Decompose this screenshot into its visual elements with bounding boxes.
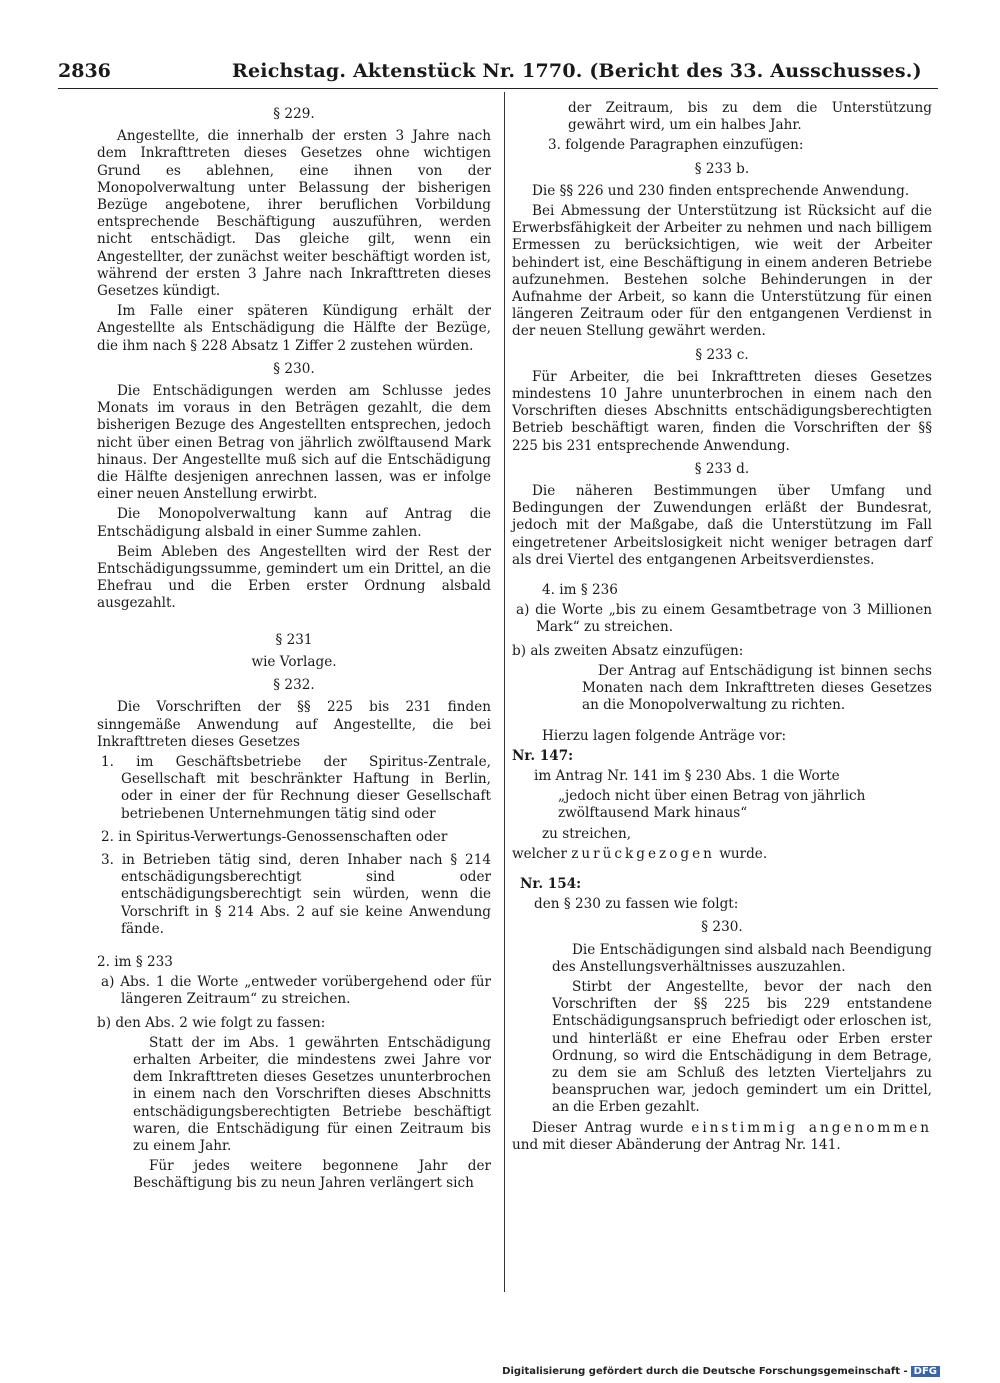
section-heading: § 230.	[701, 919, 743, 936]
column-divider	[504, 92, 505, 1292]
paragraph: Bei Abmessung der Unterstützung ist Rücksicht auf die Erwerbsfähigkeit der Arbeiter zu nehmen und nach billigem Ermessen zu berücksichtigen, wie weit der Arbeiter behindert ist, eine Beschäftigung in einem anderen Betriebe aufzunehmen. Bestehen solche Behinderungen in der Aufnahme der Arbeit, so kann die Unterstützung für einen längeren Zeitraum oder für den entgangenen Verdienst in der neuen Stellung gewährt werden.	[512, 203, 932, 340]
paragraph: welcher zurückgezogen wurde.	[512, 845, 768, 862]
section-heading: § 233 c.	[695, 346, 749, 363]
list-item: 2. in Spiritus-Verwertungs-Genossenschaften oder	[101, 828, 448, 845]
amendment-subitem: a) Abs. 1 die Worte „entweder vorübergehend oder für längeren Zeitraum“ zu streichen.	[101, 974, 491, 1008]
list-item: 1. im Geschäftsbetriebe der Spiritus-Zentrale, Gesellschaft mit beschränkter Haftung in Berlin, oder in einer der für Rechnung dieser Gesellschaft betriebenen Unternehmungen tätig sind oder	[101, 753, 491, 822]
section-note: wie Vorlage.	[251, 653, 337, 670]
footer-credit	[502, 1366, 940, 1377]
paragraph: Die näheren Bestimmungen über Umfang und Bedingungen der Zuwendungen erläßt der Bundesrat, jedoch mit der Maßgabe, daß die Unterstützung im Fall eingetretener Arbeitslosigkeit nicht weniger betragen darf als drei Viertel des entgangenen Arbeitsverdienstes.	[512, 483, 932, 568]
paragraph: Statt der im Abs. 1 gewährten Entschädigung erhalten Arbeiter, die mindestens zwei Jahre vor dem Inkrafttreten dieses Gesetzes ununterbrochen in einem nach den Vorschriften dieses Abschnitts entschädigungsberechtigten Betriebe beschäftigt waren, die Entschädigung für einen Zeitraum bis zu einem Jahr.	[133, 1034, 491, 1154]
paragraph: den § 230 zu fassen wie folgt:	[534, 896, 739, 913]
paragraph: Stirbt der Angestellte, bevor der nach den Vorschriften der §§ 225 bis 229 entstandene Entschädigungsanspruch befriedigt oder erloschen ist, und hinterläßt er eine Ehefrau oder Erben erster Ordnung, so wird die Entschädigung in dem Betrage, zu dem sie am Schluß des letzten Vierteljahrs zu beanspruchen war, jedoch gemindert um ein Drittel, an die Erben gezahlt.	[552, 978, 932, 1116]
amendment-subitem: b) als zweiten Absatz einzufügen:	[512, 642, 744, 659]
footer-text: Digitalisierung gefördert durch die Deutsche Forschungsgemeinschaft -	[502, 1366, 908, 1377]
paragraph: Die Entschädigungen werden am Schlusse jedes Monats im voraus in den Beträgen gezahlt, die dem bisherigen Bezuge des Angestellten entsprechen, jedoch nicht über einen Betrag von jährlich zwölftausend Mark hinaus. Der Angestellte muß sich auf die Entschädigung die Hälfte desjenigen anrechnen lassen, was er infolge einer neuen Anstellung erwirbt.	[97, 383, 491, 503]
running-header: Reichstag. Aktenstück Nr. 1770. (Bericht des 33. Ausschusses.)	[232, 60, 922, 82]
paragraph: im Antrag Nr. 141 im § 230 Abs. 1 die Worte	[534, 767, 840, 784]
paragraph: Der Antrag auf Entschädigung ist binnen sechs Monaten nach dem Inkrafttreten dieses Gesetzes an die Monopolverwaltung zu richten.	[582, 662, 932, 714]
paragraph: Im Falle einer späteren Kündigung erhält der Angestellte als Entschädigung die Hälfte der Bezüge, die ihm nach § 228 Absatz 1 Ziffer 2 zustehen würden.	[97, 303, 491, 354]
section-heading: § 229.	[273, 106, 315, 122]
list-item: 3. in Betrieben tätig sind, deren Inhaber nach § 214 entschädigungsberechtigt sind oder entschädigungsberechtigt sein würden, wenn die Vorschrift in § 214 Abs. 2 auf sie keine Anwendung fände.	[101, 851, 491, 937]
paragraph: Die Vorschriften der §§ 225 bis 231 finden sinngemäße Anwendung auf Angestellte, die bei Inkrafttreten dieses Gesetzes	[97, 699, 491, 750]
motion-number: Nr. 154:	[520, 875, 582, 892]
paragraph: der Zeitraum, bis zu dem die Unterstützung gewährt wird, um ein halbes Jahr.	[568, 100, 932, 134]
amendment-subitem: a) die Worte „bis zu einem Gesamtbetrage von 3 Millionen Mark“ zu streichen.	[516, 602, 932, 636]
paragraph: Die Entschädigungen sind alsbald nach Beendigung des Anstellungsverhältnisses auszuzahlen.	[552, 941, 932, 975]
paragraph: Angestellte, die innerhalb der ersten 3 Jahre nach dem Inkrafttreten dieses Gesetzes ohne wichtigen Grund es ablehnen, eine ihnen von der Monopolverwaltung unter Belassung der bisherigen Bezüge angebotene, ihrer beruflichen Vorbildung entsprechende Beschäftigung auszuführen, werden nicht entschädigt. Das gleiche gilt, wenn ein Angestellter, der zunächst weiter beschäftigt worden ist, während der ersten 3 Jahre nach Inkrafttreten dieses Gesetzes kündigt.	[97, 128, 491, 300]
paragraph: Die Monopolverwaltung kann auf Antrag die Entschädigung alsbald in einer Summe zahlen.	[97, 506, 491, 540]
quote: „jedoch nicht über einen Betrag von jährlich zwölftausend Mark hinaus“	[558, 788, 866, 822]
page-number: 2836	[58, 60, 111, 82]
paragraph: Für jedes weitere begonnene Jahr der Beschäftigung bis zu neun Jahren verlängert sich	[133, 1158, 491, 1192]
paragraph: Dieser Antrag wurde einstimmig angenommen und mit dieser Abänderung der Antrag Nr. 141.	[512, 1119, 932, 1153]
paragraph: Beim Ableben des Angestellten wird der Rest der Entschädigungssumme, gemindert um ein Drittel, an die Ehefrau und die Erben erster Ordnung alsbald ausgezahlt.	[97, 543, 491, 612]
paragraph: Die §§ 226 und 230 finden entsprechende Anwendung.	[532, 182, 910, 199]
section-heading: § 232.	[273, 677, 315, 694]
amendment-item: 4. im § 236	[542, 582, 618, 599]
paragraph: Für Arbeiter, die bei Inkrafttreten dieses Gesetzes mindestens 10 Jahre ununterbrochen in einem nach den Vorschriften dieses Abschnitts entschädigungsberechtigten Betrieb beschäftigt waren, finden die Vorschriften der §§ 225 bis 231 entsprechende Anwendung.	[512, 368, 932, 454]
paragraph: Hierzu lagen folgende Anträge vor:	[542, 727, 787, 744]
section-heading: § 233 b.	[694, 160, 750, 177]
dfg-logo: DFG	[911, 1366, 940, 1377]
right-column	[512, 100, 932, 1157]
amendment-subitem: b) den Abs. 2 wie folgt zu fassen:	[97, 1014, 326, 1031]
left-column	[97, 100, 491, 1196]
header-rule	[58, 88, 938, 89]
section-heading: § 233 d.	[694, 460, 750, 477]
amendment-item: 3. folgende Paragraphen einzufügen:	[548, 137, 804, 154]
paragraph: zu streichen,	[542, 825, 632, 842]
amendment-item: 2. im § 233	[97, 953, 173, 970]
section-heading: § 231	[275, 631, 313, 648]
motion-number: Nr. 147:	[512, 747, 574, 764]
section-heading: § 230.	[273, 360, 315, 377]
